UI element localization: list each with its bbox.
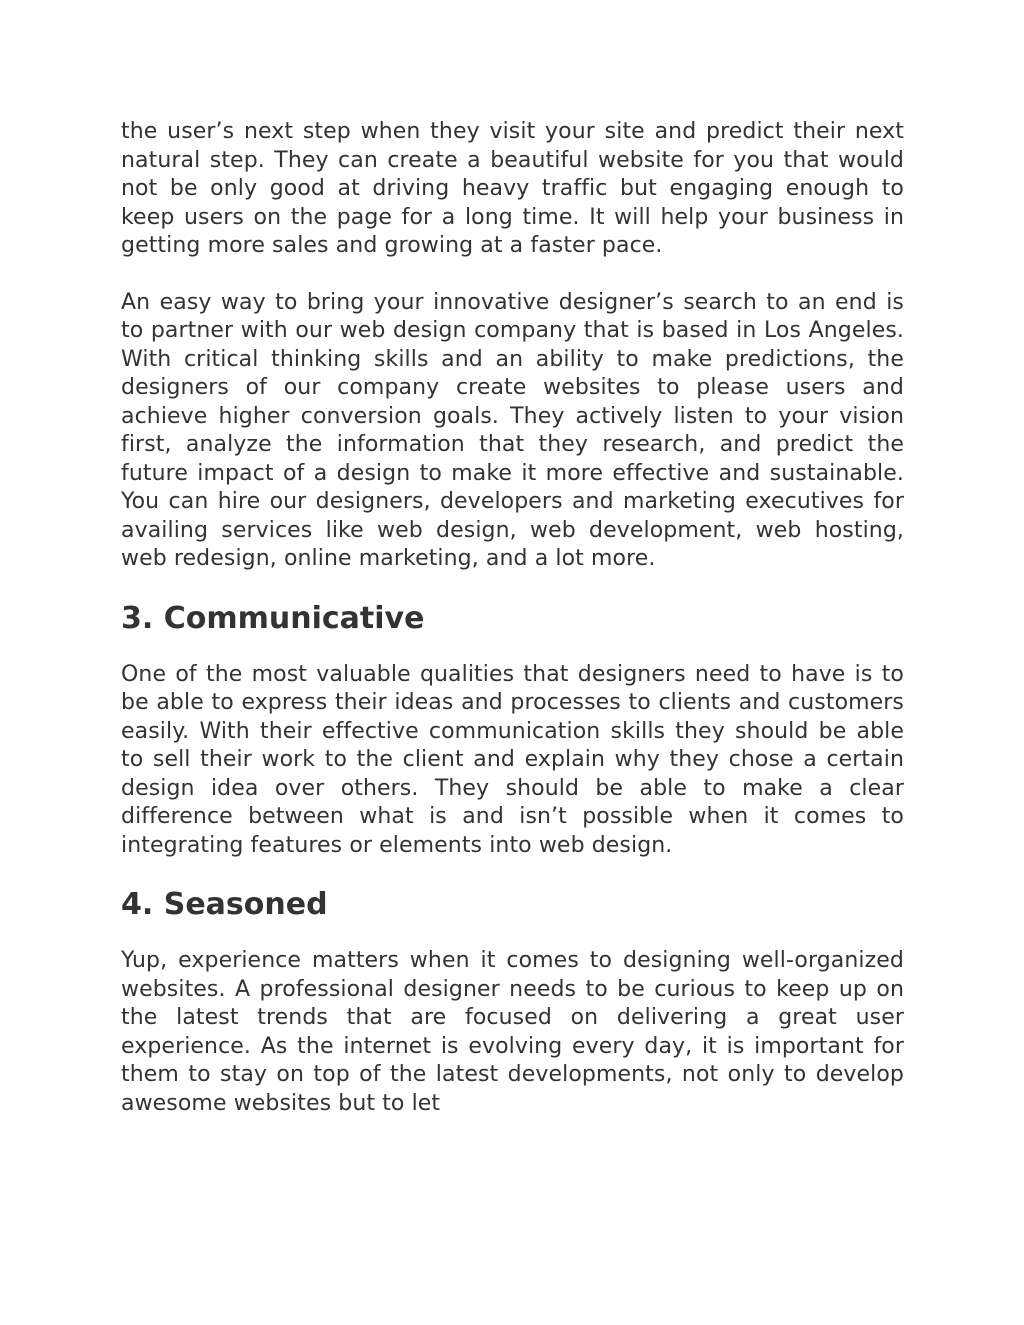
paragraph-user-next-step: the user’s next step when they visit your site and predict their next natural step. They can create a beautiful website for you that would not be only good at driving heavy traffic but engaging enough to keep users on the page for a long time. It will help your business in getting more sales and growing at a faster pace. bbox=[121, 119, 904, 258]
paragraph-seasoned: Yup, experience matters when it comes to designing well-organized websites. A professional designer needs to be curious to keep up on the latest trends that are focused on delivering a great user experience. As the internet is evolving every day, it is important for them to stay on top of the latest developments, not only to develop awesome websites but to let bbox=[121, 948, 904, 1116]
paragraph-partner-web-design: An easy way to bring your innovative designer’s search to an end is to partner with our web design company that is based in Los Angeles. With critical thinking skills and an ability to make predictions, the designers of our company create websites to please users and achieve higher conversion goals. They actively listen to your vision first, analyze the information that they research, and predict the future impact of a design to make it more effective and sustainable. You can hire our designers, developers and marketing executives for availing services like web design, web development, web hosting, web redesign, online marketing, and a lot more. bbox=[121, 289, 904, 571]
paragraph-communicative: One of the most valuable qualities that designers need to have is to be able to express their ideas and processes to clients and customers easily. With their effective communication skills they should be able to sell their work to the client and explain why they chose a certain design idea over others. They should be able to make a clear difference between what is and isn’t possible when it comes to integrating features or elements into web design. bbox=[121, 661, 904, 858]
heading-communicative: 3. Communicative bbox=[121, 600, 425, 636]
document-page bbox=[121, 118, 904, 1118]
heading-seasoned: 4. Seasoned bbox=[121, 887, 328, 922]
